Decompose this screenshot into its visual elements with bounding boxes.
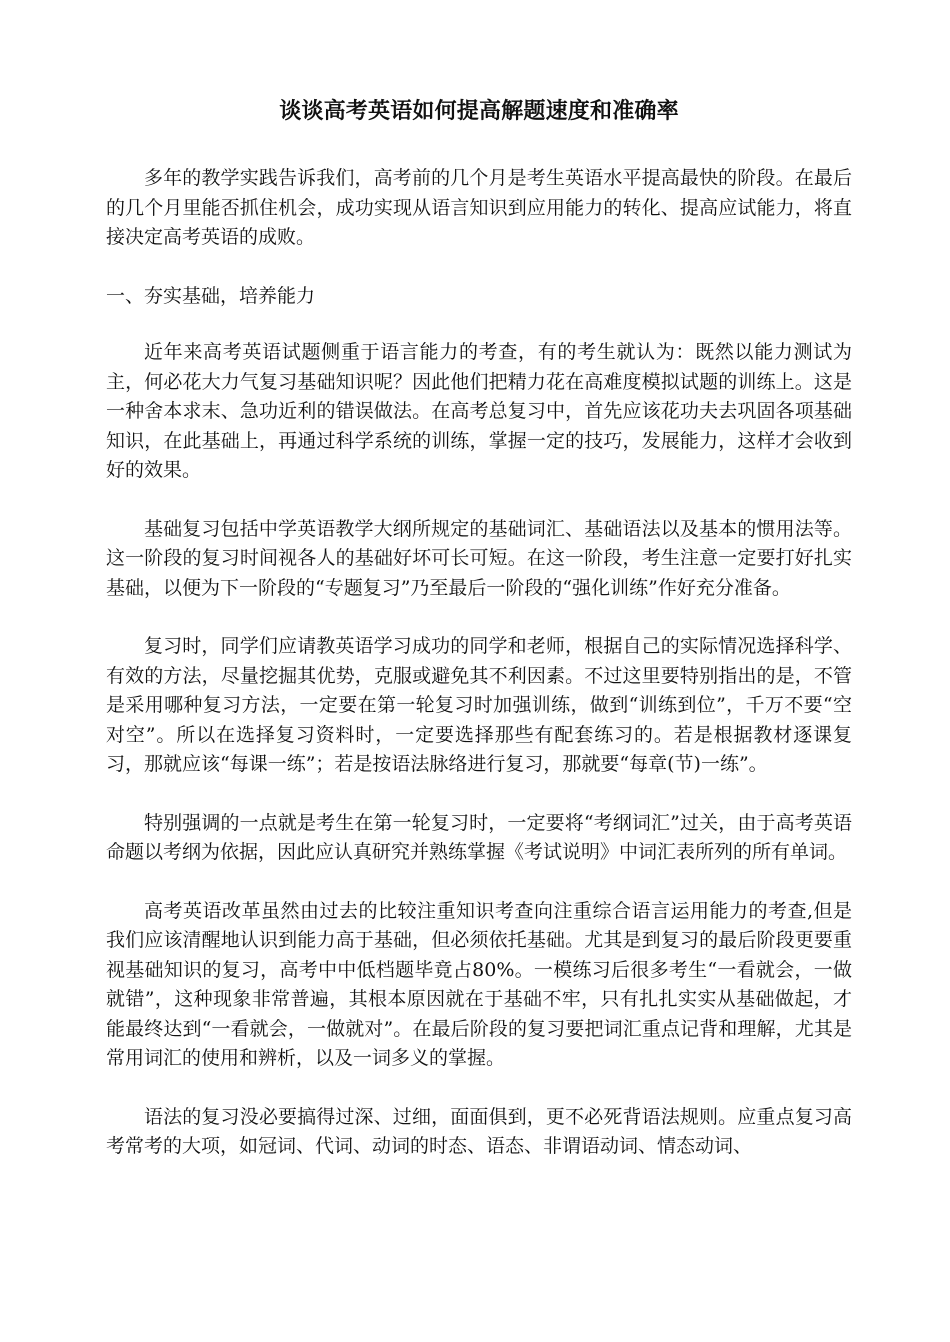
body-paragraph-2: 基础复习包括中学英语教学大纲所规定的基础词汇、基础语法以及基本的惯用法等。这一阶段的复习时间视各人的基础好坏可长可短。在这一阶段，考生注意一定要打好扎实基础，以便为下一阶段的“专题复习”乃至最后一阶段的“强化训练”作好充分准备。 [106, 517, 852, 599]
document-title: 谈谈高考英语如何提高解题速度和准确率 [279, 98, 679, 124]
body-paragraph-5: 高考英语改革虽然由过去的比较注重知识考查向注重综合语言运用能力的考查,但是我们应该清醒地认识到能力高于基础，但必须依托基础。尤其是到复习的最后阶段更要重视基础知识的复习，高考中中低档题毕竟占80%。一模练习后很多考生“一看就会，一做就错”，这种现象非常普遍，其根本原因就在于基础不牢，只有扎扎实实从基础做起，才能最终达到“一看就会，一做就对”。在最后阶段的复习要把词汇重点记背和理解，尤其是常用词汇的使用和辨析，以及一词多义的掌握。 [106, 899, 852, 1069]
body-paragraph-4: 特别强调的一点就是考生在第一轮复习时，一定要将“考纲词汇”过关，由于高考英语命题以考纲为依据，因此应认真研究并熟练掌握《考试说明》中词汇表所列的所有单词。 [106, 811, 852, 863]
body-paragraph-3: 复习时，同学们应请教英语学习成功的同学和老师，根据自己的实际情况选择科学、有效的方法，尽量挖掘其优势，克服或避免其不利因素。不过这里要特别指出的是，不管是采用哪种复习方法，一定要在第一轮复习时加强训练，做到“训练到位”，千万不要“空对空”。所以在选择复习资料时，一定要选择那些有配套练习的。若是根据教材逐课复习，那就应该“每课一练”；若是按语法脉络进行复习，那就要“每章(节)一练”。 [106, 635, 852, 775]
intro-paragraph: 多年的教学实践告诉我们，高考前的几个月是考生英语水平提高最快的阶段。在最后的几个月里能否抓住机会，成功实现从语言知识到应用能力的转化、提高应试能力，将直接决定高考英语的成败。 [106, 167, 852, 248]
body-paragraph-6: 语法的复习没必要搞得过深、过细，面面俱到，更不必死背语法规则。应重点复习高考常考的大项，如冠词、代词、动词的时态、语态、非谓语动词、情态动词、 [106, 1105, 852, 1157]
section-heading: 一、夯实基础，培养能力 [106, 284, 316, 307]
body-paragraph-1: 近年来高考英语试题侧重于语言能力的考查，有的考生就认为：既然以能力测试为主，何必花大力气复习基础知识呢？因此他们把精力花在高难度模拟试题的训练上。这是一种舍本求末、急功近利的错误做法。在高考总复习中，首先应该花功夫去巩固各项基础知识，在此基础上，再通过科学系统的训练，掌握一定的技巧，发展能力，这样才会收到好的效果。 [106, 341, 852, 481]
